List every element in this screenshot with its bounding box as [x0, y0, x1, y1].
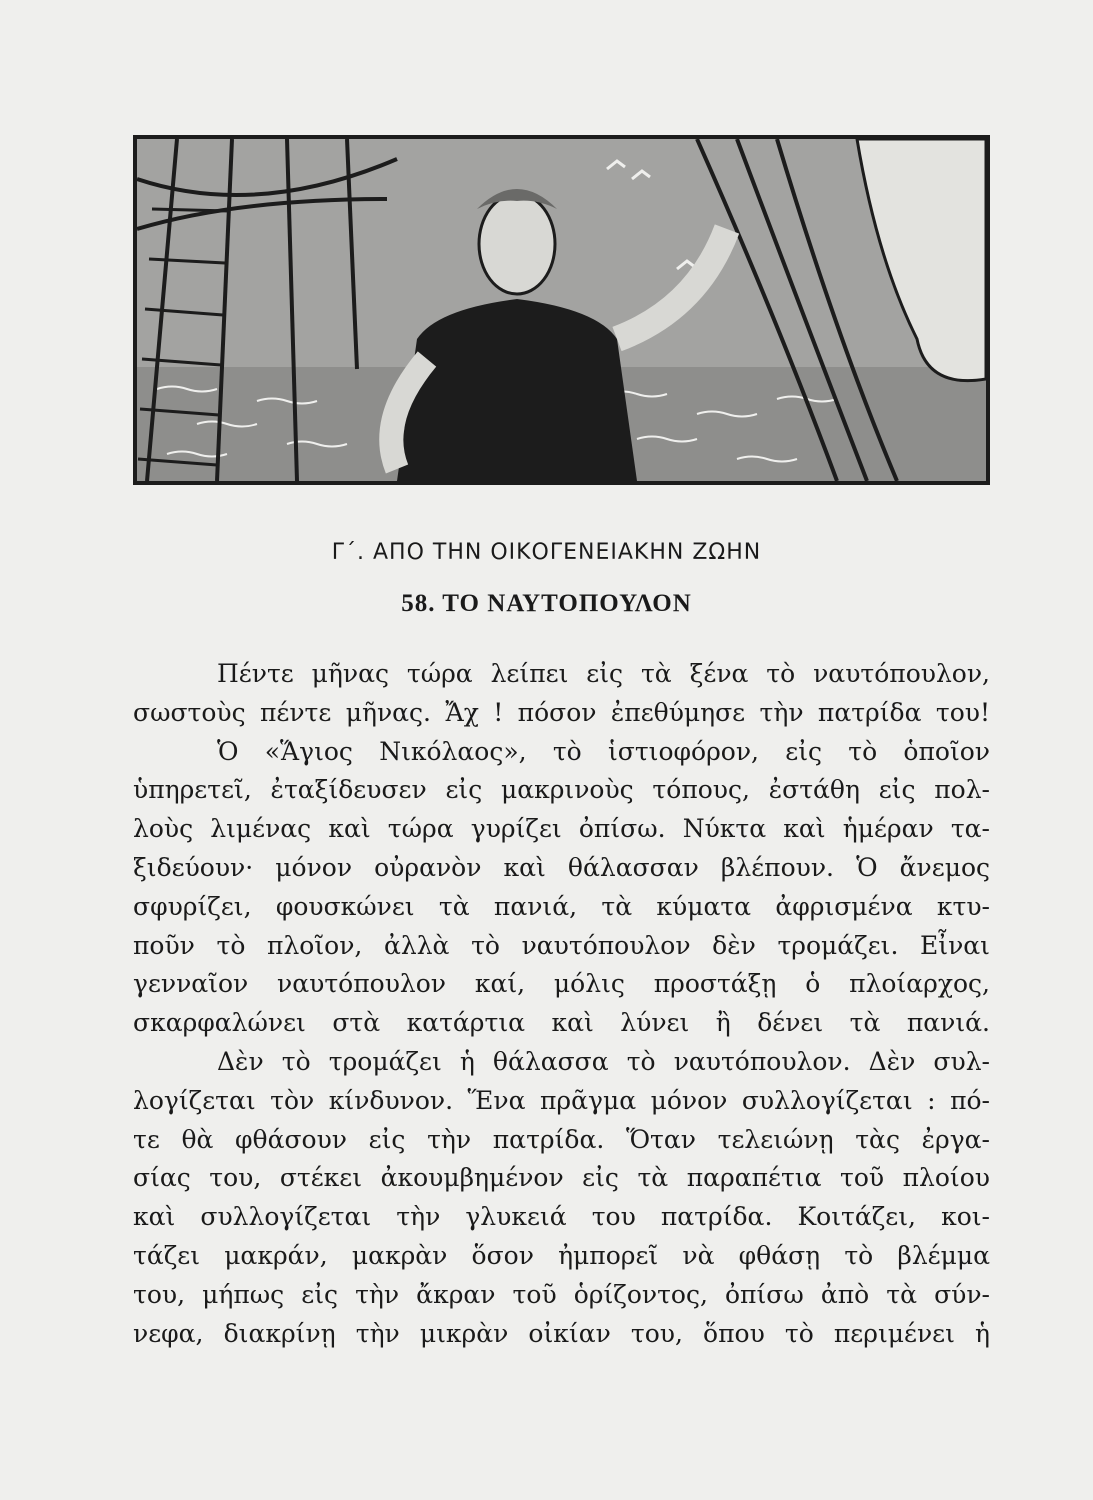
text-line: νεφα, διακρίνῃ τὴν μικρὰν οἰκίαν του, ὅπου τὸ περιμένει ἡ — [133, 1318, 990, 1348]
text-line: ὑπηρετεῖ, ἐταξίδευσεν εἰς μακρινοὺς τόπους, ἐστάθη εἰς πολ- — [133, 775, 990, 805]
text-line: τε θὰ φθάσουν εἰς τὴν πατρίδα. Ὅταν τελειώνῃ τὰς ἐργα- — [133, 1124, 990, 1154]
lesson-title: 58. ΤΟ ΝΑΥΤΟΠΟΥΛΟΝ — [401, 590, 692, 617]
sailor-boy-illustration — [133, 135, 990, 485]
text-line: Ὁ «Ἅγιος Νικόλαος», τὸ ἱστιοφόρον, εἰς τὸ ὁποῖον — [217, 736, 990, 766]
text-line: ποῦν τὸ πλοῖον, ἀλλὰ τὸ ναυτόπουλον δὲν τρομάζει. Εἶναι — [133, 930, 990, 960]
text-line: σκαρφαλώνει στὰ κατάρτια καὶ λύνει ἢ δένει τὰ πανιά. — [133, 1008, 990, 1038]
text-line: τάζει μακράν, μακρὰν ὅσον ἠμπορεῖ νὰ φθάσῃ τὸ βλέμμα — [133, 1240, 990, 1270]
text-line: σφυρίζει, φουσκώνει τὰ πανιά, τὰ κύματα ἀφρισμένα κτυ- — [133, 891, 990, 921]
text-line: λογίζεται τὸν κίνδυνον. Ἕνα πρᾶγμα μόνον συλλογίζεται : πό- — [133, 1085, 990, 1115]
text-line: ξιδεύουν· μόνον οὐρανὸν καὶ θάλασσαν βλέπουν. Ὁ ἄνεμος — [133, 852, 990, 882]
text-line: του, μήπως εἰς τὴν ἄκραν τοῦ ὁρίζοντος, ὀπίσω ἀπὸ τὰ σύν- — [133, 1279, 990, 1309]
body-text — [133, 655, 990, 1353]
text-line: λοὺς λιμένας καὶ τώρα γυρίζει ὀπίσω. Νύκτα καὶ ἡμέραν τα- — [133, 814, 990, 844]
text-line: καὶ συλλογίζεται τὴν γλυκειά του πατρίδα. Κοιτάζει, κοι- — [133, 1202, 990, 1232]
text-line: γενναῖον ναυτόπουλον καί, μόλις προστάξῃ ὁ πλοίαρχος, — [133, 969, 990, 999]
text-line: σωστοὺς πέντε μῆνας. Ἄχ ! πόσον ἐπεθύμησε τὴν πατρίδα του! — [133, 697, 990, 727]
section-heading: Γ΄. ΑΠΟ ΤΗΝ ΟΙΚΟΓΕΝΕΙΑΚΗΝ ΖΩΗΝ — [331, 540, 762, 565]
text-line: Πέντε μῆνας τώρα λείπει εἰς τὰ ξένα τὸ ναυτόπουλον, — [217, 659, 990, 688]
text-line: σίας του, στέκει ἀκουμβημένον εἰς τὰ παραπέτια τοῦ πλοίου — [133, 1163, 990, 1193]
text-line: Δὲν τὸ τρομάζει ἡ θάλασσα τὸ ναυτόπουλον. Δὲν συλ- — [217, 1046, 990, 1076]
